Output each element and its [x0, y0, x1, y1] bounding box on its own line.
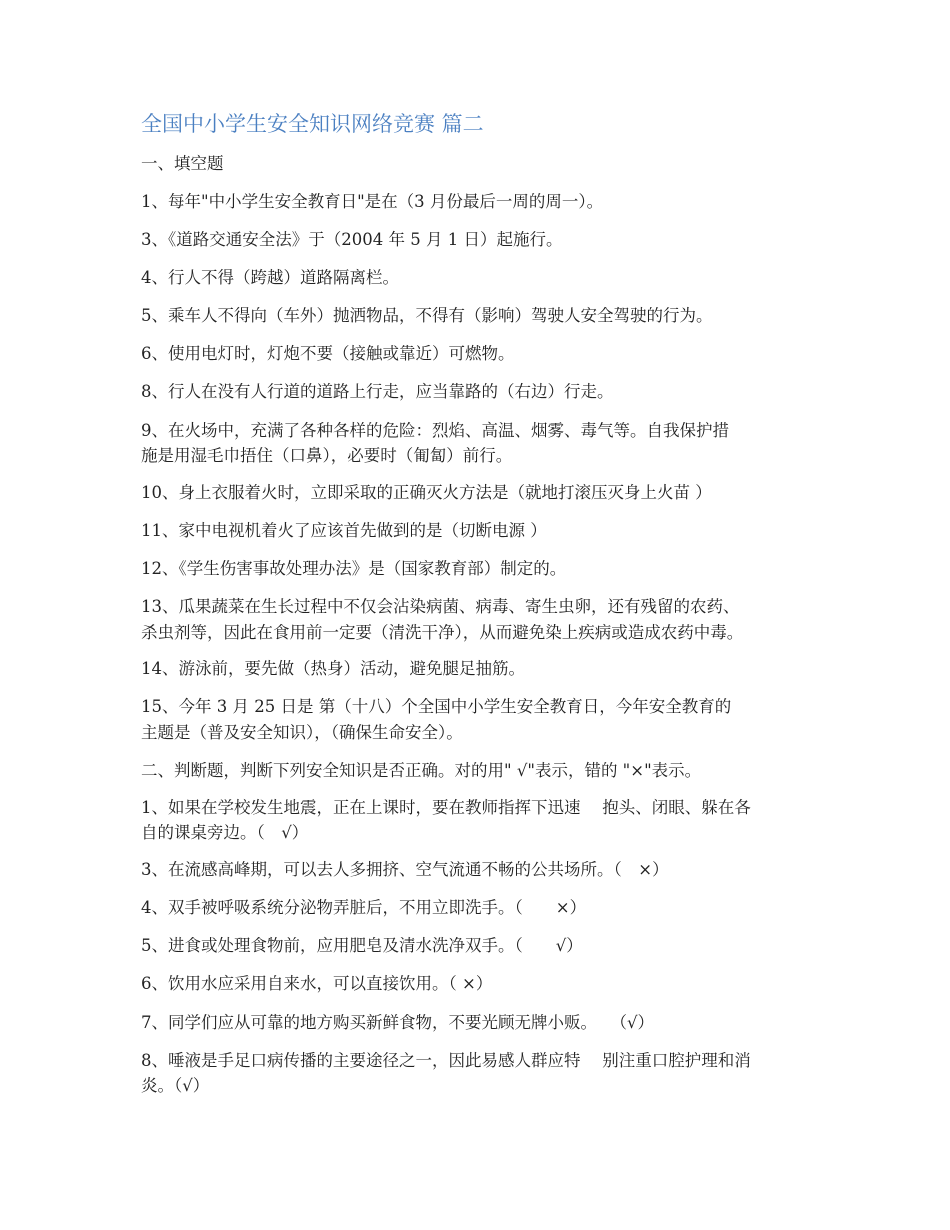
question-line: 1、如果在学校发生地震，正在上课时，要在教师指挥下迅速 抱头、闭眼、躲在各 — [141, 798, 751, 817]
question-line: 5、乘车人不得向（车外）抛洒物品，不得有（影响）驾驶人安全驾驶的行为。 — [141, 306, 713, 325]
section-heading-fill-blank: 一、填空题 — [141, 154, 224, 173]
question-line: 11、家中电视机着火了应该首先做到的是（切断电源 ） — [141, 521, 547, 540]
question-line: 4、双手被呼吸系统分泌物弄脏后，不用立即洗手。（ ×） — [141, 898, 587, 917]
question-line: 8、唾液是手足口病传播的主要途径之一，因此易感人群应特 别注重口腔护理和消 — [141, 1051, 751, 1070]
question-line: 14、游泳前，要先做（热身）活动，避免腿足抽筋。 — [141, 659, 525, 678]
question-line: 5、进食或处理食物前，应用肥皂及清水洗净双手。（ √） — [141, 936, 583, 955]
question-line: 6、饮用水应采用自来水，可以直接饮用。（ ×） — [141, 974, 493, 993]
question-line: 12、《学生伤害事故处理办法》是（国家教育部）制定的。 — [141, 559, 567, 578]
question-line: 7、同学们应从可靠的地方购买新鲜食物，不要光顾无牌小贩。 （√） — [141, 1013, 655, 1032]
question-line-continued: 主题是（普及安全知识），（确保生命安全）。 — [141, 723, 463, 742]
question-line: 9、在火场中，充满了各种各样的危险：烈焰、高温、烟雾、毒气等。自我保护措 — [141, 421, 729, 440]
question-line-continued: 施是用湿毛巾捂住（口鼻），必要时（匍匐）前行。 — [141, 446, 513, 465]
question-line: 3、在流感高峰期，可以去人多拥挤、空气流通不畅的公共场所。（ ×） — [141, 860, 669, 879]
document-title: 全国中小学生安全知识网络竞赛 篇二 — [141, 112, 484, 136]
question-line-continued: 炎。（√） — [141, 1076, 210, 1095]
question-line: 13、瓜果蔬菜在生长过程中不仅会沾染病菌、病毒、寄生虫卵，还有残留的农药、 — [141, 597, 740, 616]
question-line: 8、行人在没有人行道的道路上行走，应当靠路的（右边）行走。 — [141, 382, 614, 401]
question-line: 15、今年 3 月 25 日是 第（十八）个全国中小学生安全教育日，今年安全教育的 — [141, 697, 732, 716]
question-line: 4、行人不得（跨越）道路隔离栏。 — [141, 268, 399, 287]
question-line-continued: 自的课桌旁边。（ √） — [141, 823, 309, 842]
question-line: 1、每年"中小学生安全教育日"是在（3 月份最后一周的周一）。 — [141, 192, 604, 211]
question-line: 3、《道路交通安全法》于（2004 年 5 月 1 日）起施行。 — [141, 230, 563, 249]
question-line: 6、使用电灯时，灯炮不要（接触或靠近）可燃物。 — [141, 344, 515, 363]
question-line: 10、身上衣服着火时，立即采取的正确灭火方法是（就地打滚压灭身上火苗 ） — [141, 483, 712, 502]
section-heading-true-false: 二、判断题，判断下列安全知识是否正确。对的用" √"表示，错的 "×"表示。 — [141, 761, 702, 780]
question-line-continued: 杀虫剂等，因此在食用前一定要（清洗干净），从而避免染上疾病或造成农药中毒。 — [141, 623, 744, 642]
